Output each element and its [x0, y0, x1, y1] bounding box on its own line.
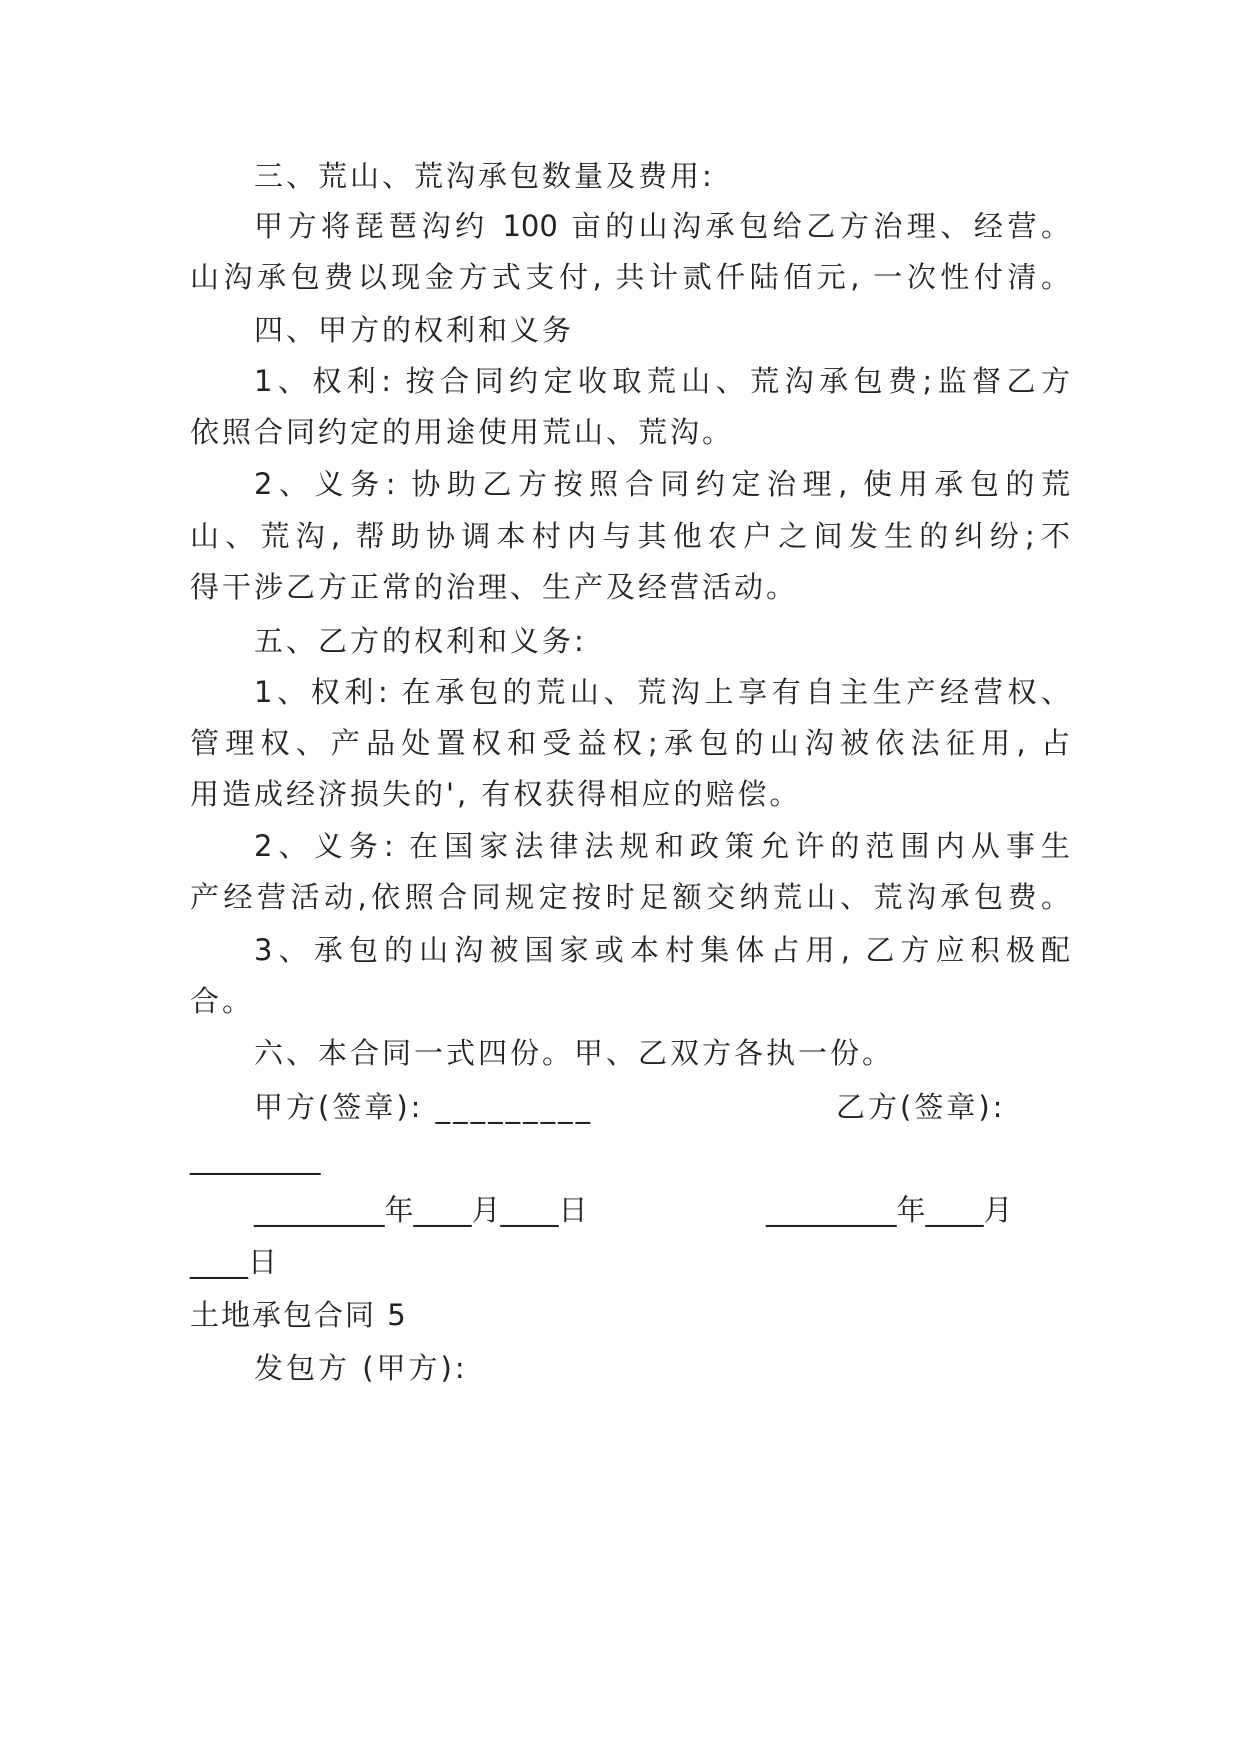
date-party-b-day: ____日: [190, 1245, 278, 1279]
paragraph-line: 用造成经济损失的', 有权获得相应的赔偿。: [190, 777, 802, 811]
party-b-signature: 乙方(签章):: [836, 1090, 1006, 1124]
paragraph-line: 六、本合同一式四份。甲、乙双方各执一份。: [254, 1036, 895, 1070]
paragraph-line: 山沟承包费以现金方式支付, 共计贰仟陆佰元, 一次性付清。: [190, 260, 1070, 294]
paragraph-line: 得干涉乙方正常的治理、生产及经营活动。: [190, 570, 799, 604]
paragraph-line: 1、权利: 按合同约定收取荒山、荒沟承包费;监督乙方: [254, 364, 1070, 398]
paragraph-line: 1、权利: 在承包的荒山、荒沟上享有自主生产经营权、: [254, 675, 1070, 709]
paragraph-line: 产经营活动,依照合同规定按时足额交纳荒山、荒沟承包费。: [190, 880, 1070, 914]
section-title: 土地承包合同 5: [190, 1298, 408, 1332]
party-b-signature-blank: _________: [190, 1141, 321, 1175]
paragraph-line: 管理权、产品处置权和受益权;承包的山沟被依法征用, 占: [190, 726, 1070, 760]
paragraph-line: 山、荒沟, 帮助协调本村内与其他农户之间发生的纠纷;不: [190, 519, 1070, 553]
contractor-party-a-line: 发包方 (甲方):: [254, 1351, 468, 1385]
heading-section-5: 五、乙方的权利和义务:: [254, 624, 587, 658]
date-party-b: _________年____月: [766, 1193, 1013, 1227]
party-a-signature: 甲方(签章): _________: [254, 1090, 594, 1124]
date-party-a: _________年____月____日: [254, 1193, 588, 1227]
paragraph-line: 2、义务: 协助乙方按照合同约定治理, 使用承包的荒: [254, 467, 1070, 501]
paragraph-line: 3、承包的山沟被国家或本村集体占用, 乙方应积极配: [254, 933, 1070, 967]
heading-section-4: 四、甲方的权利和义务: [254, 313, 575, 347]
paragraph-line: 2、义务: 在国家法律法规和政策允许的范围内从事生: [254, 829, 1070, 863]
paragraph-line: 甲方将琵琶沟约 100 亩的山沟承包给乙方治理、经营。: [254, 209, 1070, 243]
paragraph-line: 合。: [190, 984, 255, 1018]
heading-section-3: 三、荒山、荒沟承包数量及费用:: [254, 159, 715, 193]
paragraph-line: 依照合同约定的用途使用荒山、荒沟。: [190, 415, 735, 449]
